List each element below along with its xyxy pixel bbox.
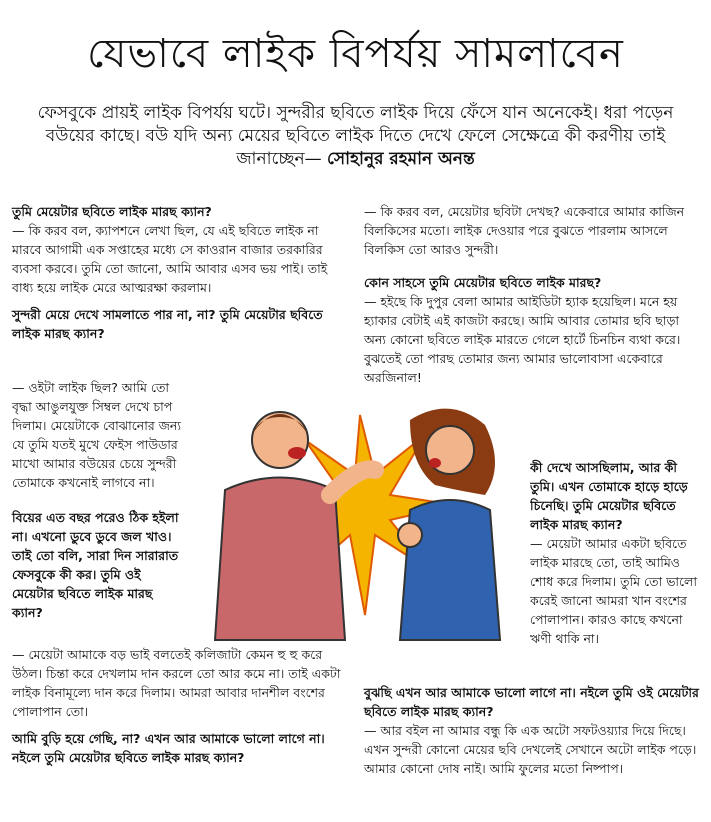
answer-5: — কি করব বল, মেয়েটার ছবিটা দেখছ? একেবারে আমার কাজিন বিলকিসের মতো। লাইক দেওয়ার পরে বুঝতে পারলাম আসলে বিলকিস তো আরও সুন্দরী। bbox=[364, 204, 685, 257]
article-title: যেভাবে লাইক বিপর্যয় সামলাবেন bbox=[87, 31, 624, 77]
answer-3: — মেয়েটা আমাকে বড় ভাই বলতেই কলিজাটা কেমন হু হু করে উঠল। চিন্তা করে দেখলাম দান করলে তো আর কমে না। তাই একটা লাইক বিনামূল্যে দান করে দিলাম। আমরা আবার দানশীল বংশের পোলাপান তো। bbox=[12, 647, 341, 719]
question-4: আমি বুড়ি হয়ে গেছি, না? এখন আর আমাকে ভালো লাগে না। নইলে তুমি মেয়েটার ছবিতে লাইক মারছ ক্যান? bbox=[12, 731, 325, 765]
question-6: কোন সাহসে তুমি মেয়েটার ছবিতে লাইক মারছ? bbox=[364, 275, 602, 290]
column-right-bottom bbox=[364, 683, 699, 778]
answer-7: — মেয়েটা আমার একটা ছবিতে লাইক মারছে তো, তাই আমিও শোধ করে দিলাম। তুমি তো ভালো করেই জানো আমরা খান বংশের পোলাপান। কারও কাছে কখনো ঋণী থাকি না। bbox=[530, 536, 697, 646]
article-intro bbox=[20, 102, 691, 171]
answer-1: — কি করব বল, ক্যাপশনে লেখা ছিল, যে এই ছবিতে লাইক না মারবে আগামী এক সপ্তাহের মধ্যে সে কাওরান বাজার তরকারির ব্যবসা করবে। তুমি তো জানো, আমি আবার এসব ভয় পাই। তাই বাধ্য হয়ে লাইক মেরে আত্মরক্ষা করলাম। bbox=[12, 223, 328, 295]
author-name: সোহানুর রহমান অনন্ত bbox=[327, 149, 475, 169]
question-7: কী দেখে আসছিলাম, আর কী তুমি। এখন তোমাকে হাড়ে হাড়ে চিনেছি। তুমি মেয়েটার ছবিতে লাইক মারছ ক্যান? bbox=[530, 460, 688, 532]
question-8: বুঝছি এখন আর আমাকে ভালো লাগে না। নইলে তুমি ওই মেয়েটার ছবিতে লাইক মারছ ক্যান? bbox=[364, 685, 699, 719]
column-right-narrow bbox=[530, 458, 700, 648]
answer-2: — ওইটা লাইক ছিল? আমি তো বৃদ্ধা আঙুলযুক্ত সিম্বল দেখে চাপ দিলাম। মেয়েটাকে বোঝানোর জন্য যে তুমি যতই মুখে ফেইস পাউডার মাখো আমার বউয়ের চেয়ে সুন্দরী তোমাকে কখনোই লাগবে না। bbox=[12, 380, 182, 490]
column-left-top bbox=[12, 202, 350, 351]
question-2: সুন্দরী মেয়ে দেখে সামলাতে পার না, না? তুমি মেয়েটার ছবিতে লাইক মারছ ক্যান? bbox=[12, 307, 323, 341]
answer-8: — আর বইল না আমার বন্ধু কি এক অটো সফটওয়্যার দিয়ে দিছে। এখন সুন্দরী কোনো মেয়ের ছবি দেখলেই সেখানে অটো লাইক পড়ে। আমার কোনো দোষ নাই। আমি ফুলের মতো নিষ্পাপ। bbox=[364, 723, 697, 776]
column-right-top bbox=[364, 202, 699, 395]
column-left-narrow bbox=[12, 378, 182, 620]
woman-figure bbox=[398, 409, 500, 640]
intro-text: ফেসবুকে প্রায়ই লাইক বিপর্যয় ঘটে। সুন্দরীর ছবিতে লাইক দিয়ে ফেঁসে যান অনেকেই। ধরা পড়েন বউয়ের কাছে। বউ যদি অন্য মেয়ের ছবিতে লাইক দিতে দেখে ফেলে সেক্ষেত্রে কী করণীয় তাই জানাচ্ছেন— bbox=[37, 103, 674, 169]
couple-argument-illustration bbox=[185, 395, 530, 640]
column-left-bottom bbox=[12, 645, 350, 775]
question-1: তুমি মেয়েটার ছবিতে লাইক মারছ ক্যান? bbox=[12, 204, 212, 219]
question-3: বিয়ের এত বছর পরেও ঠিক হইলা না। এখনো ডুবে ডুবে জল খাও। তাই তো বলি, সারা দিন সারারাত ফেসবুকে কী কর। তুমি ওই মেয়েটার ছবিতে লাইক মারছ ক্যান? bbox=[12, 510, 179, 620]
answer-6: — হইছে কি দুপুর বেলা আমার আইডিটা হ্যাক হয়েছিল। মনে হয় হ্যাকার বেটাই এই কাজটা করছে। আমি আবার তোমার ছবি ছাড়া অন্য কোনো ছবিতে লাইক মারতে গেলে হার্টে চিনচিন ব্যথা করে। বুঝতেই তো পারছ তোমার জন্য আমার ভালোবাসা একেবারে অরজিনাল! bbox=[364, 294, 681, 385]
